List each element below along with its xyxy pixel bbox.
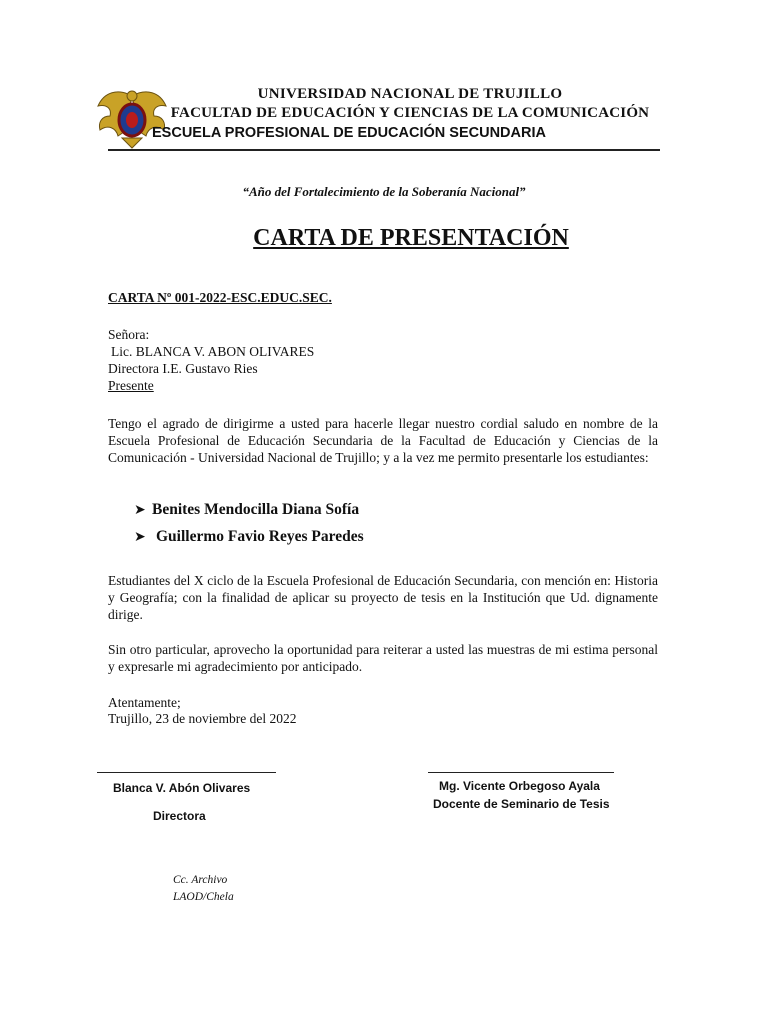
student-name: Guillermo Favio Reyes Paredes (156, 528, 364, 545)
signature-line-left (97, 772, 276, 773)
letter-reference: CARTA Nº 001-2022-ESC.EDUC.SEC. (108, 290, 332, 305)
recipient-salutation: Señora: (108, 327, 150, 342)
intro-paragraph: Tengo el agrado de dirigirme a usted para hacerle llegar nuestro cordial saludo en nombre de la Escuela Profesional de Educación Secundaria de la Facultad de Educación y Ciencias de la Comunicación - Universidad Nacional de Trujillo; y a la vez me permito presentarle los estudiantes: (108, 416, 658, 465)
document-title: CARTA DE PRESENTACIÓN (253, 225, 569, 251)
description-paragraph: Estudiantes del X ciclo de la Escuela Profesional de Educación Secundaria, con mención en: Historia y Geografía; con la finalidad de aplicar su proyecto de tesis en la Institución que Ud. dignamente dirige. (108, 573, 658, 622)
student-list-item (134, 528, 364, 546)
recipient-position: Directora I.E. Gustavo Ries (108, 361, 258, 376)
signature-left-role: Directora (153, 809, 206, 823)
recipient-name: Lic. BLANCA V. ABON OLIVARES (111, 344, 315, 359)
signature-line-right (428, 772, 614, 773)
recipient-presente: Presente (108, 378, 154, 393)
letter-date: Trujillo, 23 de noviembre del 2022 (108, 711, 297, 726)
arrow-bullet-icon: ➤ (134, 502, 146, 518)
cc-line-1: Cc. Archivo (173, 874, 228, 886)
faculty-name: FACULTAD DE EDUCACIÓN Y CIENCIAS DE LA COMUNICACIÓN (170, 105, 650, 121)
school-name: ESCUELA PROFESIONAL DE EDUCACIÓN SECUNDARIA (152, 125, 546, 141)
signature-left-name: Blanca V. Abón Olivares (113, 781, 251, 795)
header-divider (108, 149, 660, 151)
closing-paragraph: Sin otro particular, aprovecho la oportunidad para reiterar a usted las muestras de mi estima personal y expresarle mi agradecimiento por anticipado. (108, 642, 658, 674)
cc-line-2: LAOD/Chela (173, 891, 234, 903)
year-motto: “Año del Fortalecimiento de la Soberanía Nacional” (242, 184, 526, 199)
signature-right-name: Mg. Vicente Orbegoso Ayala (439, 779, 600, 793)
arrow-bullet-icon: ➤ (134, 529, 146, 545)
signature-right-role: Docente de Seminario de Tesis (433, 797, 610, 811)
university-name: UNIVERSIDAD NACIONAL DE TRUJILLO (257, 86, 563, 102)
regards-text: Atentamente; (108, 695, 181, 710)
student-list-item (134, 501, 359, 519)
student-name: Benites Mendocilla Diana Sofía (152, 501, 360, 518)
